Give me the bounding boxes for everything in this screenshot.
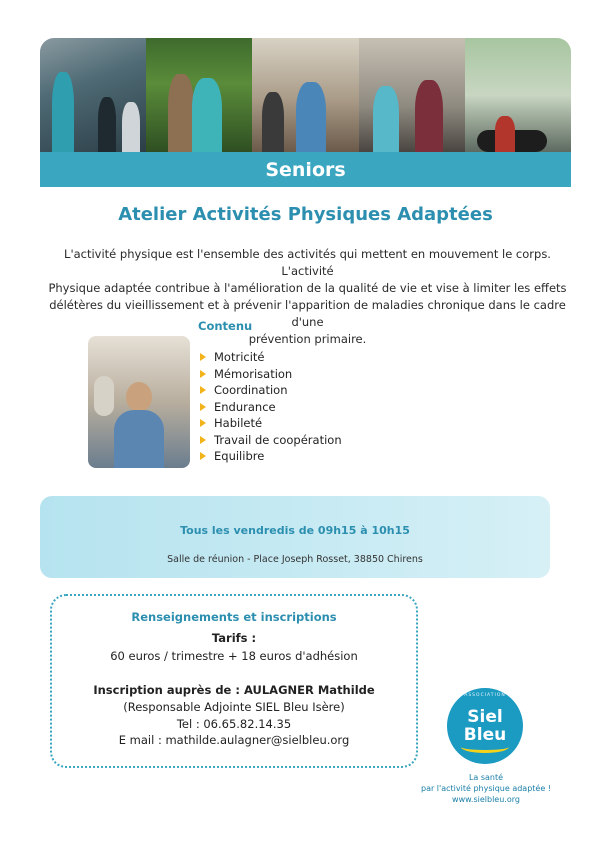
exercise-photo [88, 336, 190, 468]
content-list [200, 349, 342, 465]
list-item: Travail de coopération [200, 432, 342, 449]
contact-name: Inscription auprès de : AULAGNER Mathilde [93, 683, 375, 697]
intro-line: prévention primaire. [248, 332, 367, 346]
list-item: Coordination [200, 382, 342, 399]
triangle-bullet-icon [200, 386, 206, 394]
list-item: Endurance [200, 399, 342, 416]
tarifs-value: 60 euros / trimestre + 18 euros d'adhésion [110, 649, 358, 663]
fitness-class-photo [40, 38, 146, 152]
triangle-bullet-icon [200, 353, 206, 361]
intro-line: L'activité physique est l'ensemble des activités qui mettent en mouvement le corps. L'activité [64, 247, 551, 278]
schedule-place: Salle de réunion - Place Joseph Rosset, 38850 Chirens [167, 554, 423, 565]
list-item: Habileté [200, 415, 342, 432]
schedule-time: Tous les vendredis de 09h15 à 10h15 [180, 524, 410, 537]
registration-box [50, 594, 418, 768]
registration-title: Renseignements et inscriptions [131, 610, 337, 624]
page-title: Atelier Activités Physiques Adaptées [118, 204, 493, 225]
raised-arms-class-photo [359, 38, 465, 152]
floor-exercise-photo [465, 38, 571, 152]
contact-role: (Responsable Adjointe SIEL Bleu Isère) [123, 700, 345, 714]
contact-phone: Tel : 06.65.82.14.35 [176, 717, 292, 731]
list-item: Mémorisation [200, 366, 342, 383]
swoosh-icon [461, 741, 509, 753]
stretching-class-photo [252, 38, 358, 152]
category-title: Seniors [265, 158, 346, 181]
category-banner [40, 152, 571, 187]
intro-line: Physique adaptée contribue à l'amélioration de la qualité de vie et vise à limiter les effets [48, 281, 567, 295]
triangle-bullet-icon [200, 370, 206, 378]
schedule-box [40, 496, 550, 578]
photo-banner [40, 38, 571, 152]
intro-line: délétères du vieillissement et à prévenir l'apparition de maladies chronique dans le cadre d'une [49, 298, 566, 329]
logo-tagline: La santé par l'activité physique adaptée ! www.sielbleu.org [418, 772, 554, 805]
siel-bleu-logo: ASSOCIATION Siel Bleu [447, 688, 523, 764]
tarifs-label: Tarifs : [211, 631, 257, 645]
triangle-bullet-icon [200, 419, 206, 427]
website-link[interactable]: www.sielbleu.org [452, 795, 520, 804]
list-item: Motricité [200, 349, 342, 366]
triangle-bullet-icon [200, 403, 206, 411]
triangle-bullet-icon [200, 452, 206, 460]
intro-paragraph [44, 246, 571, 348]
triangle-bullet-icon [200, 436, 206, 444]
contact-email: E mail : mathilde.aulagner@sielbleu.org [118, 733, 350, 747]
nordic-walking-photo [146, 38, 252, 152]
list-item: Equilibre [200, 448, 342, 465]
content-heading: Contenu [198, 319, 253, 333]
